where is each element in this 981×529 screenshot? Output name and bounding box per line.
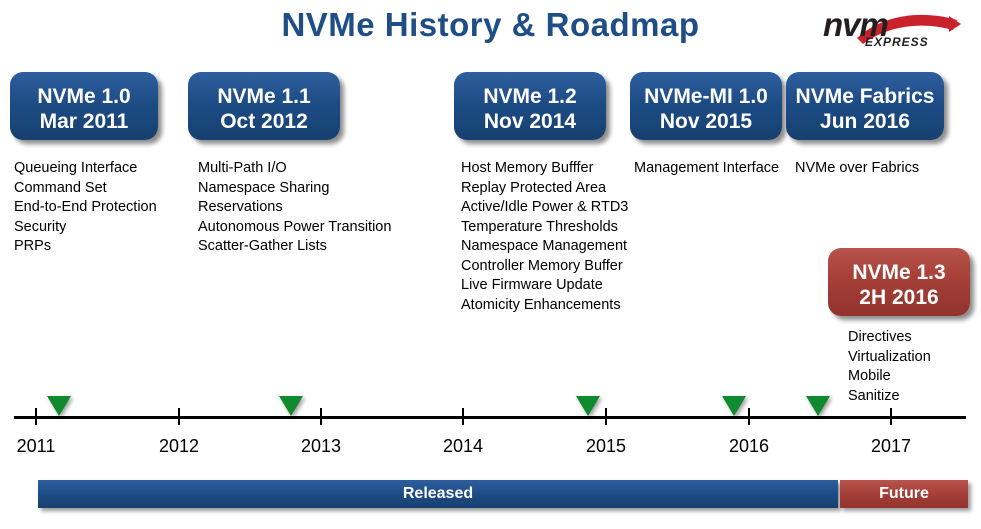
milestone-name: NVMe Fabrics	[795, 85, 935, 108]
feature-item: Security	[14, 218, 67, 235]
logo-subtext: EXPRESS	[865, 35, 929, 49]
timeline-marker-nvme-1-1[interactable]	[279, 396, 303, 416]
feature-item: Command Set	[14, 179, 107, 196]
axis-label-2014: 2014	[442, 436, 484, 456]
feature-item: Scatter-Gather Lists	[198, 238, 327, 254]
feature-item: NVMe over Fabrics	[795, 160, 920, 176]
axis-label-2015: 2015	[585, 436, 627, 456]
milestone-box-nvme-1-2[interactable]	[454, 72, 606, 140]
timeline-marker-nvme-1-0[interactable]	[47, 396, 71, 416]
feature-item: Virtualization	[848, 348, 931, 365]
feature-list-nvme-mi-1-0	[634, 159, 779, 179]
milestone-box-nvme-1-1[interactable]	[188, 72, 340, 140]
milestone-box-nvme-fabrics[interactable]	[786, 72, 944, 140]
axis-tick-2015	[605, 408, 607, 425]
milestone-name: NVMe 1.3	[852, 261, 946, 284]
feature-item: End-to-End Protection	[14, 199, 157, 215]
axis-label-2016: 2016	[728, 436, 770, 456]
page-title: NVMe History & Roadmap	[281, 6, 700, 43]
axis-label-2017: 2017	[870, 436, 912, 456]
axis-label-2011: 2011	[16, 436, 56, 456]
nvm-express-logo	[823, 6, 963, 54]
feature-item: Queueing Interface	[14, 160, 138, 176]
feature-list-nvme-1-1	[198, 159, 391, 257]
milestone-date: Mar 2011	[39, 110, 129, 133]
feature-item: PRPs	[14, 238, 52, 254]
milestone-name: NVMe-MI 1.0	[644, 85, 768, 108]
timeline-marker-nvme-fabrics[interactable]	[806, 396, 830, 416]
feature-list-nvme-1-3	[848, 328, 931, 406]
milestone-date: Nov 2015	[659, 110, 753, 133]
feature-list-nvme-1-2	[461, 159, 628, 315]
milestone-name: NVMe 1.2	[483, 85, 577, 108]
feature-item: Sanitize	[848, 387, 900, 404]
milestone-box-nvme-1-0[interactable]	[10, 72, 158, 140]
milestone-date: Nov 2014	[483, 110, 577, 133]
legend-bar-released: Released	[38, 480, 838, 508]
feature-item: Multi-Path I/O	[198, 160, 287, 176]
feature-item: Autonomous Power Transition	[198, 218, 392, 235]
feature-item: Mobile	[848, 368, 891, 384]
feature-item: Directives	[848, 329, 912, 345]
milestone-name: NVMe 1.0	[37, 85, 131, 108]
axis-tick-2014	[462, 408, 464, 425]
feature-list-nvme-fabrics	[795, 159, 919, 179]
feature-list-nvme-1-0	[14, 159, 157, 257]
logo-wordmark: nvm	[823, 6, 888, 43]
timeline-axis	[14, 416, 966, 419]
feature-item: Host Memory Bufffer	[461, 160, 594, 176]
milestone-box-nvme-mi-1-0[interactable]	[630, 72, 782, 140]
milestone-date: 2H 2016	[859, 286, 939, 309]
axis-tick-2013	[320, 408, 322, 425]
feature-item: Controller Memory Buffer	[461, 257, 623, 274]
axis-tick-2016	[748, 408, 750, 425]
milestone-date: Oct 2012	[220, 110, 308, 133]
axis-tick-2012	[178, 408, 180, 425]
feature-item: Namespace Sharing	[198, 179, 330, 196]
milestone-date: Jun 2016	[820, 110, 910, 133]
feature-item: Live Firmware Update	[461, 277, 603, 293]
milestone-box-nvme-1-3[interactable]	[828, 248, 970, 316]
axis-label-2013: 2013	[300, 436, 342, 456]
feature-item: Reservations	[198, 199, 283, 215]
feature-item: Temperature Thresholds	[461, 218, 618, 235]
timeline-marker-nvme-mi-1-0[interactable]	[722, 396, 746, 416]
feature-item: Management Interface	[634, 160, 780, 176]
feature-item: Atomicity Enhancements	[461, 296, 621, 313]
timeline-marker-nvme-1-2[interactable]	[576, 396, 600, 416]
milestone-name: NVMe 1.1	[217, 85, 311, 108]
axis-label-2012: 2012	[158, 436, 200, 456]
feature-item: Replay Protected Area	[461, 179, 607, 196]
axis-tick-2017	[890, 408, 892, 425]
legend-bar-future: Future	[840, 480, 968, 508]
feature-item: Namespace Management	[461, 238, 628, 254]
axis-tick-2011	[35, 408, 37, 425]
feature-item: Active/Idle Power & RTD3	[461, 199, 629, 215]
